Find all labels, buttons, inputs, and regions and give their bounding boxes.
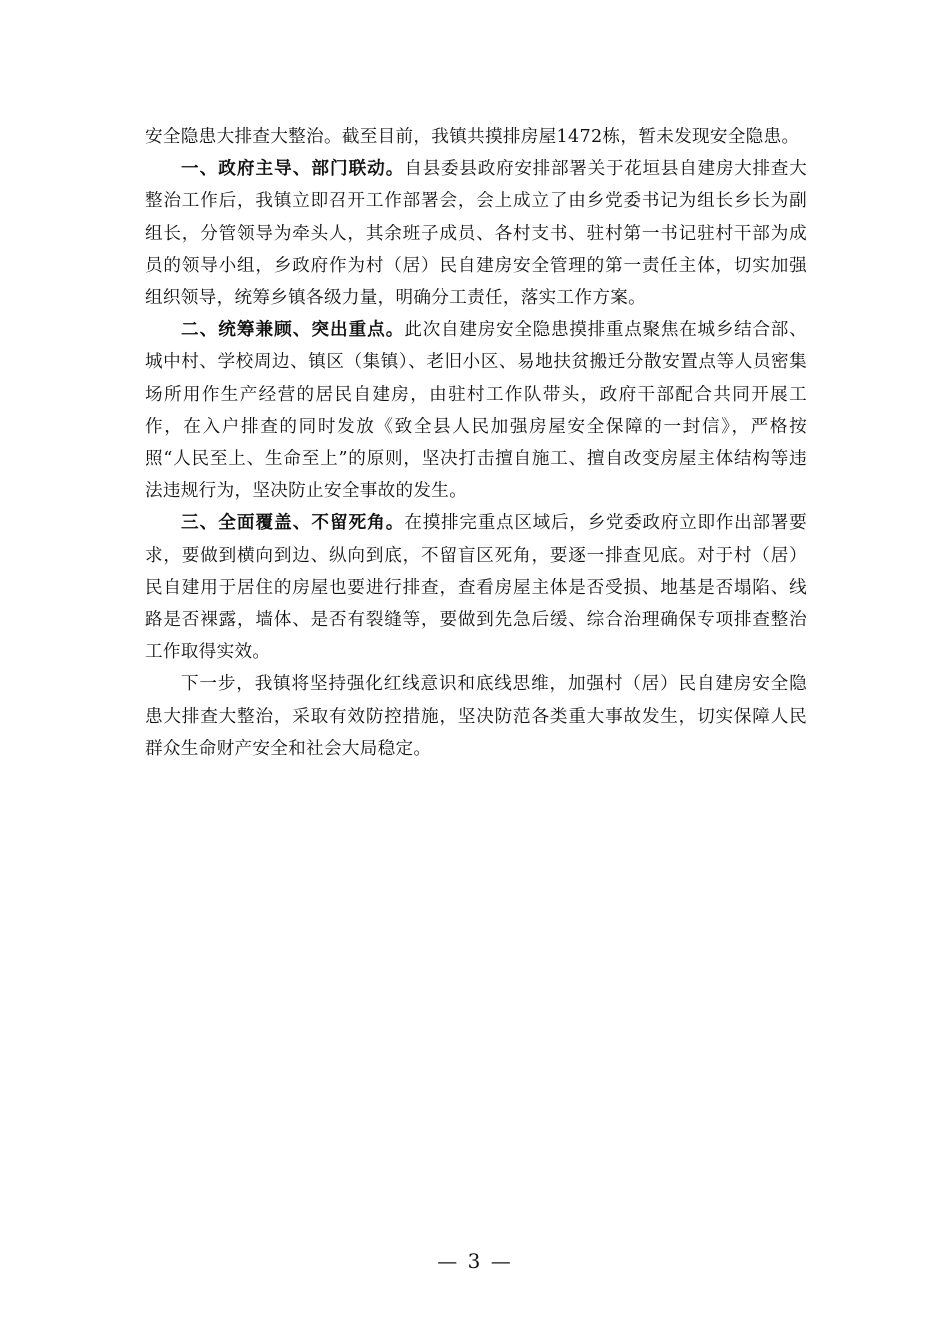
paragraph-next-steps — [145, 668, 807, 765]
paragraph-text: 此次自建房安全隐患摸排重点聚焦在城乡结合部、城中村、学校周边、镇区（集镇）、老旧小区、易地扶贫搬迁分散安置点等人员密集场所用作生产经营的居民自建房，由驻村工作队带头，政府干部配合共同开展工作，在入户排查的同时发放《致全县人民加强房屋安全保障的一封信》，严格按照“人民至上、生命至上”的原则，坚决打击擅自施工、擅自改变房屋主体结构等违法违规行为，坚决防止安全事故的发生。 — [145, 320, 807, 502]
paragraph-section-2 — [145, 314, 807, 507]
paragraph-text: 自县委县政府安排部署关于花垣县自建房大排查大整治工作后，我镇立即召开工作部署会，会上成立了由乡党委书记为组长乡长为副组长，分管领导为牵头人，其余班子成员、各村支书、驻村第一书记驻村干部为成员的领导小组，乡政府作为村（居）民自建房安全管理的第一责任主体，切实加强组织领导，统筹乡镇各级力量，明确分工责任，落实工作方案。 — [145, 159, 807, 309]
paragraph-section-1 — [145, 153, 807, 314]
paragraph-text: 在摸排完重点区域后，乡党委政府立即作出部署要求，要做到横向到边、纵向到底，不留盲区死角，要逐一排查见底。对于村（居）民自建用于居住的房屋也要进行排查，查看房屋主体是否受损、地基是否塌陷、线路是否裸露，墙体、是否有裂缝等，要做到先急后缓、综合治理确保专项排查整治工作取得实效。 — [145, 513, 807, 663]
section-heading: 一、政府主导、部门联动。 — [181, 158, 405, 180]
page-number: — 3 — — [437, 1249, 513, 1273]
paragraph-continuation — [145, 121, 807, 153]
paragraph-text: 下一步，我镇将坚持强化红线意识和底线思维，加强村（居）民自建房安全隐患大排查大整治，采取有效防控措施，坚决防范各类重大事故发生，切实保障人民群众生命财产安全和社会大局稳定。 — [145, 674, 807, 759]
paragraph-text: 安全隐患大排查大整治。截至目前，我镇共摸排房屋1472栋，暂未发现安全隐患。 — [145, 127, 800, 147]
paragraph-section-3 — [145, 507, 807, 668]
section-heading: 二、统筹兼顾、突出重点。 — [181, 319, 405, 341]
document-body — [145, 121, 807, 765]
section-heading: 三、全面覆盖、不留死角。 — [181, 512, 405, 534]
